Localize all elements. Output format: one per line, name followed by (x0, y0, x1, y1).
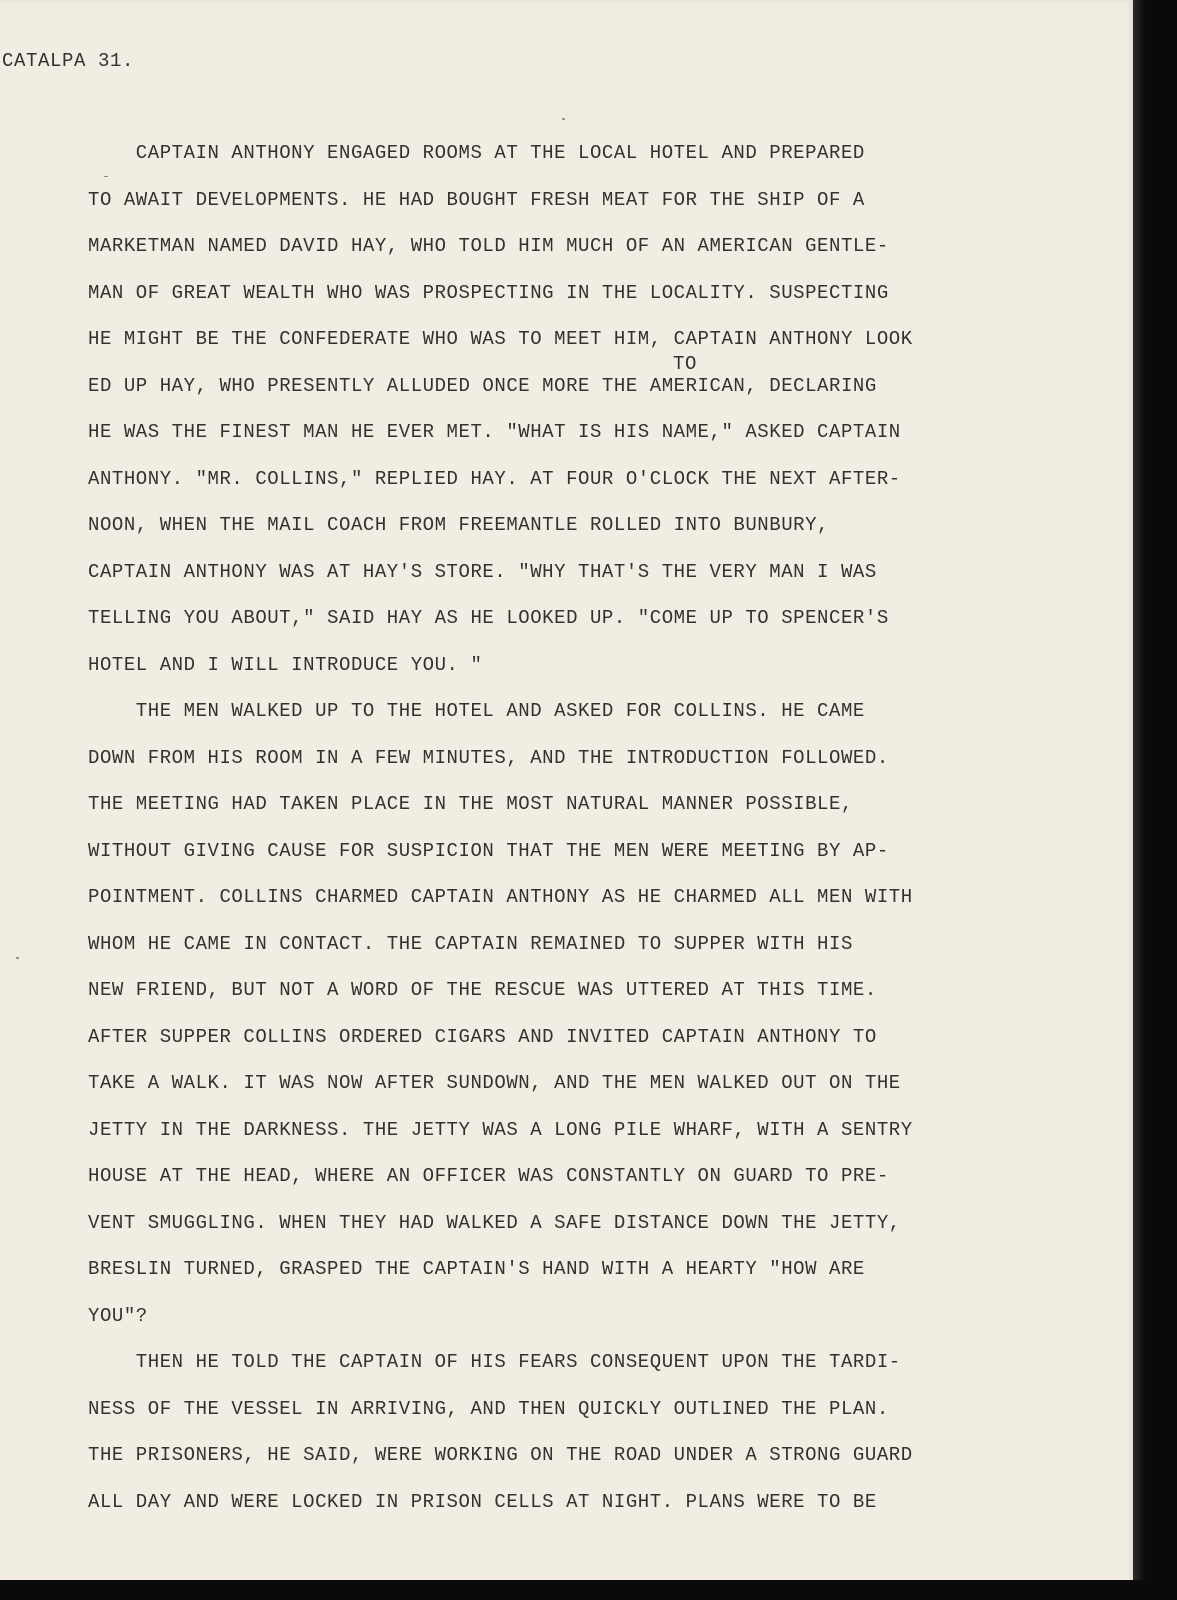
scan-background-edge (0, 1580, 1177, 1600)
text-line: YOU"? (88, 1304, 148, 1327)
text-line: HOUSE AT THE HEAD, WHERE AN OFFICER WAS CONSTANTLY ON GUARD TO PRE- (88, 1165, 889, 1187)
paper-speck (16, 957, 19, 959)
text-line: AFTER SUPPER COLLINS ORDERED CIGARS AND INVITED CAPTAIN ANTHONY TO (88, 1025, 877, 1048)
paper-speck (562, 118, 565, 120)
text-line: TELLING YOU ABOUT," SAID HAY AS HE LOOKED UP. "COME UP TO SPENCER'S (88, 607, 889, 629)
text-line: THEN HE TOLD THE CAPTAIN OF HIS FEARS CONSEQUENT UPON THE TARDI- (88, 1351, 901, 1373)
text-line: ANTHONY. "MR. COLLINS," REPLIED HAY. AT FOUR O'CLOCK THE NEXT AFTER- (88, 467, 901, 490)
text-line: HOTEL AND I WILL INTRODUCE YOU. " (88, 653, 483, 676)
text-line: HE MIGHT BE THE CONFEDERATE WHO WAS TO MEET HIM, CAPTAIN ANTHONY LOOK (88, 328, 913, 350)
text-line: BRESLIN TURNED, GRASPED THE CAPTAIN'S HAND WITH A HEARTY "HOW ARE (88, 1258, 865, 1280)
interlinear-insertion: TO (673, 353, 697, 375)
text-line: THE MEN WALKED UP TO THE HOTEL AND ASKED FOR COLLINS. HE CAME (88, 700, 865, 722)
page-header: CATALPA 31. (2, 50, 135, 72)
text-line: WHOM HE CAME IN CONTACT. THE CAPTAIN REMAINED TO SUPPER WITH HIS (88, 932, 853, 955)
text-line: THE MEETING HAD TAKEN PLACE IN THE MOST NATURAL MANNER POSSIBLE, (88, 793, 853, 815)
paper-speck (104, 176, 108, 177)
text-line: WITHOUT GIVING CAUSE FOR SUSPICION THAT THE MEN WERE MEETING BY AP- (88, 839, 889, 862)
text-line: CAPTAIN ANTHONY WAS AT HAY'S STORE. "WHY THAT'S THE VERY MAN I WAS (88, 560, 877, 583)
text-line: NESS OF THE VESSEL IN ARRIVING, AND THEN QUICKLY OUTLINED THE PLAN. (88, 1397, 889, 1420)
text-line: JETTY IN THE DARKNESS. THE JETTY WAS A LONG PILE WHARF, WITH A SENTRY (88, 1118, 913, 1141)
text-line: CAPTAIN ANTHONY ENGAGED ROOMS AT THE LOCAL HOTEL AND PREPARED (88, 142, 865, 164)
text-line: ALL DAY AND WERE LOCKED IN PRISON CELLS AT NIGHT. PLANS WERE TO BE (88, 1490, 877, 1513)
text-line: POINTMENT. COLLINS CHARMED CAPTAIN ANTHONY AS HE CHARMED ALL MEN WITH (88, 886, 913, 908)
text-line: HE WAS THE FINEST MAN HE EVER MET. "WHAT IS HIS NAME," ASKED CAPTAIN (88, 421, 901, 443)
text-line: TAKE A WALK. IT WAS NOW AFTER SUNDOWN, AND THE MEN WALKED OUT ON THE (88, 1072, 901, 1094)
text-line: DOWN FROM HIS ROOM IN A FEW MINUTES, AND THE INTRODUCTION FOLLOWED. (88, 746, 889, 769)
text-line: NOON, WHEN THE MAIL COACH FROM FREEMANTLE ROLLED INTO BUNBURY, (88, 514, 830, 536)
text-line: MARKETMAN NAMED DAVID HAY, WHO TOLD HIM MUCH OF AN AMERICAN GENTLE- (88, 235, 889, 257)
text-line: THE PRISONERS, HE SAID, WERE WORKING ON THE ROAD UNDER A STRONG GUARD (88, 1444, 913, 1466)
scan-background-edge (1133, 0, 1177, 1600)
text-line: MAN OF GREAT WEALTH WHO WAS PROSPECTING IN THE LOCALITY. SUSPECTING (88, 281, 889, 304)
text-line: NEW FRIEND, BUT NOT A WORD OF THE RESCUE WAS UTTERED AT THIS TIME. (88, 979, 877, 1001)
text-line: TO AWAIT DEVELOPMENTS. HE HAD BOUGHT FRESH MEAT FOR THE SHIP OF A (88, 188, 865, 211)
text-line: ED UP HAY, WHO PRESENTLY ALLUDED ONCE MORE THE AMERICAN, DECLARING (88, 374, 877, 397)
text-line: VENT SMUGGLING. WHEN THEY HAD WALKED A SAFE DISTANCE DOWN THE JETTY, (88, 1211, 901, 1234)
